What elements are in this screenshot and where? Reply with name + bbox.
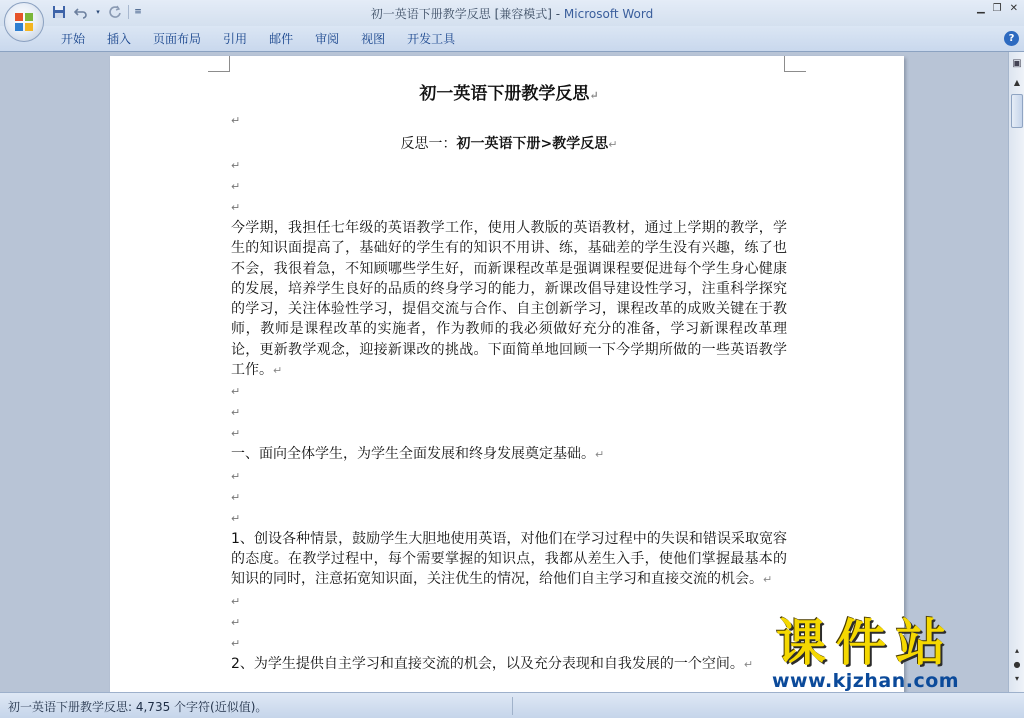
window-title-text: 初一英语下册教学反思 [兼容模式] -: [370, 7, 564, 21]
restore-icon[interactable]: ❐: [992, 3, 1002, 14]
tab-page-layout[interactable]: 页面布局: [153, 32, 202, 46]
empty-paragraph: ↵: [231, 469, 241, 483]
margin-corner-top-right: [784, 56, 806, 72]
minimize-icon[interactable]: ▁: [976, 3, 985, 14]
scrollbar-thumb[interactable]: [1011, 94, 1023, 128]
close-icon[interactable]: ✕: [1009, 3, 1018, 14]
next-page-icon[interactable]: ▾: [1014, 674, 1019, 683]
paragraph-mark: ↵: [763, 573, 773, 587]
section-heading-1: [231, 444, 787, 465]
empty-paragraph: ↵: [231, 490, 241, 504]
office-button[interactable]: [4, 2, 44, 42]
document-area: [0, 52, 1008, 692]
vertical-scrollbar[interactable]: [1008, 52, 1024, 692]
scroll-up-icon[interactable]: ▲: [1013, 78, 1021, 87]
paragraph-mark: ↵: [273, 364, 283, 378]
title-bar: [0, 0, 1024, 26]
empty-paragraph: ↵: [231, 511, 241, 525]
empty-paragraph: ↵: [231, 427, 241, 441]
watermark-logo: [770, 614, 1006, 694]
help-icon[interactable]: ?: [1004, 31, 1019, 46]
previous-page-icon[interactable]: ▴: [1014, 646, 1019, 655]
document-page[interactable]: [110, 56, 904, 692]
tab-references[interactable]: 引用: [223, 32, 248, 46]
empty-paragraph: ↵: [231, 385, 241, 399]
document-subtitle: [231, 134, 787, 155]
body-paragraph-1: [231, 529, 787, 591]
body-paragraph-2: [231, 654, 787, 675]
empty-paragraph: ↵: [231, 159, 241, 172]
body-paragraph-intro: [231, 218, 787, 381]
status-word-count[interactable]: 初一英语下册教学反思: 4,735 个字符(近似值)。: [8, 700, 268, 714]
margin-corner-top-left: [208, 56, 230, 72]
watermark-url: www.kjzhan.com: [772, 670, 960, 692]
dropdown-arrow-icon[interactable]: ▾: [96, 8, 100, 16]
status-separator: [512, 697, 513, 715]
tab-home[interactable]: 开始: [61, 32, 86, 46]
office-logo-icon: [14, 12, 34, 32]
empty-paragraph: ↵: [231, 615, 241, 629]
empty-paragraph: ↵: [231, 594, 241, 608]
window-title-app: Microsoft Word: [563, 7, 654, 21]
ribbon-tab-bar: [0, 26, 1024, 52]
tab-insert[interactable]: 插入: [107, 32, 132, 46]
empty-paragraph: ↵: [231, 201, 241, 214]
paragraph-mark: ↵: [595, 448, 605, 462]
status-bar: [0, 692, 1024, 718]
empty-paragraph: ↵: [231, 636, 241, 650]
select-browse-object-icon[interactable]: ●: [1013, 660, 1021, 669]
document-title: [231, 80, 787, 110]
empty-paragraph: ↵: [231, 114, 241, 127]
paragraph-mark: ↵: [743, 657, 754, 671]
tab-view[interactable]: 视图: [361, 32, 386, 46]
view-ruler-icon[interactable]: ▣: [1012, 58, 1022, 69]
document-content[interactable]: [231, 80, 787, 675]
watermark-title: 课件站: [776, 614, 956, 672]
tab-review[interactable]: 审阅: [315, 32, 340, 46]
paragraph-text: 1、创设各种情景，鼓励学生大胆地使用英语，对他们在学习过程中的失误和错误采取宽容的态度。在教学过程中，每个需要掌握的知识点，我都从差生入手，使他们掌握最基本的知识的同时，注意拓宽知识面，关注优生的情况，给他们自主学习和直接交流的机会。: [231, 530, 787, 588]
subtitle-bold: 初一英语下册>教学反思: [456, 136, 609, 152]
customize-qat-icon[interactable]: ≡: [134, 7, 142, 17]
paragraph-text: 今学期，我担任七年级的英语教学工作，使用人教版的英语教材，通过上学期的教学，学生的知识面提高了，基础好的学生有的知识不用讲、练，基础差的学生没有兴趣，练了也不会，我很着急，不知顾哪些学生好，而新课程改革是强调课程要促进每个学生身心健康的发展，培养学生良好的品质的终身学习的能力，新课改倡导建设性学习，注重科学探究的学习，关注体验性学习，提倡交流与合作、自主创新学习，课程改革的成败关键在于教师，教师是课程改革的实施者，作为教师的我必须做好充分的准备，学习新课程改革理论，更新教学观念，迎接新课改的挑战。下面简单地回顾一下今学期所做的一些英语教学工作。: [231, 220, 787, 379]
window-title: [0, 5, 1024, 22]
paragraph-text: 2、为学生提供自主学习和直接交流的机会，以及充分表现和自我发展的一个空间。: [231, 655, 744, 672]
empty-paragraph: ↵: [231, 180, 241, 193]
document-title-text: 初一英语下册教学反思: [419, 84, 590, 104]
subtitle-prefix: 反思一：: [400, 136, 457, 152]
paragraph-mark: ↵: [608, 138, 618, 151]
paragraph-text: 一、面向全体学生，为学生全面发展和终身发展奠定基础。: [231, 446, 595, 463]
window-controls: [977, 3, 1018, 14]
tab-developer[interactable]: 开发工具: [407, 32, 456, 46]
ribbon-tabs: [50, 31, 466, 47]
empty-paragraph: ↵: [231, 406, 241, 420]
tab-mailings[interactable]: 邮件: [269, 32, 294, 46]
paragraph-mark: ↵: [589, 89, 599, 102]
